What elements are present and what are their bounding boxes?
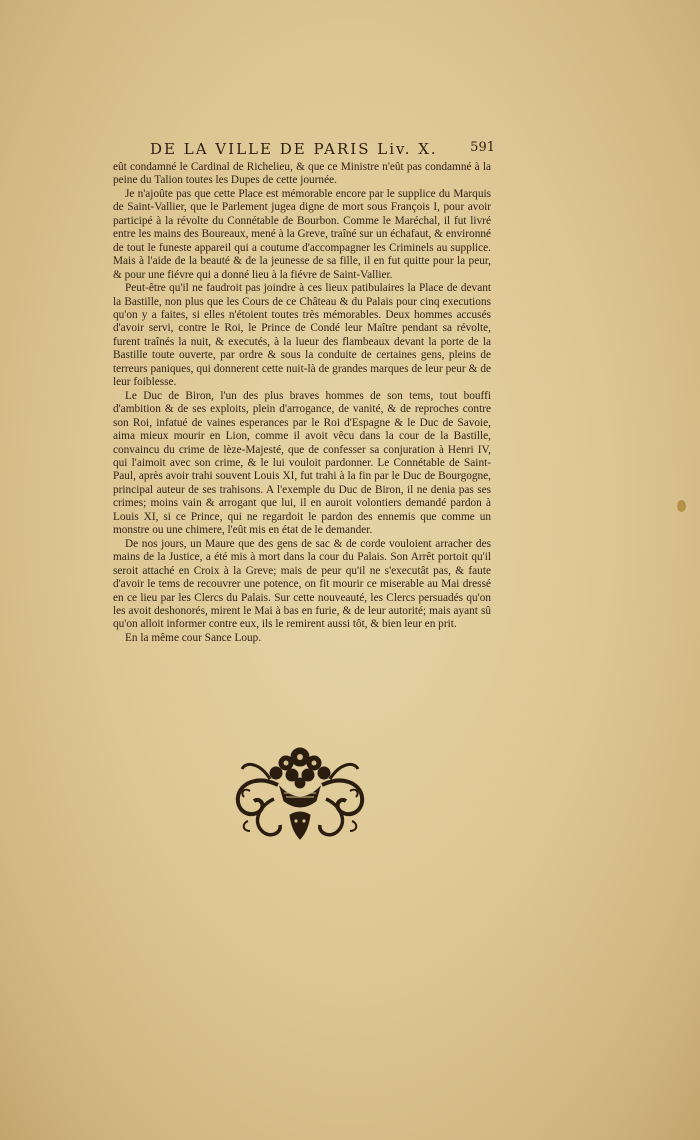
paper-stain [677,500,686,512]
paragraph: Le Duc de Biron, l'un des plus braves hommes de son tems, tout bouffi d'ambition & de ses exploits, plein d'arrogance, de vanité, & de reproches contre son Roi, infatué de vaines esperances par le Roi d'Espagne & le Duc de Savoie, aima mieux mourir en Lion, comme il avoit vêcu dans la cour de la Bastille, convaincu du crime de lèze-Majesté, que de confesser sa conjuration à Henri IV, qui l'aimoit avec son crime, & le lui vouloit pardonner. Le Connétable de Saint-Paul, après avoir trahi souvent Louis XI, fut trahi à la fin par le Duc de Bourgogne, principal auteur de ses trahisons. A l'exemple du Duc de Biron, il ne denia pas ses crimes; moins vain & arrogant que lui, il en auroit volontiers demandé pardon à Louis XI, si ce Prince, qui ne regardoit le pardon des ennemis que comme un monstre ou une chimere, l'eût mis en état de le demander. [113,389,491,537]
running-title: DE LA VILLE DE PARIS Liv. X. [150,140,438,158]
paragraph: Je n'ajoûte pas que cette Place est mémorable encore par le supplice du Marquis de Saint-Vallier, que le Parlement jugea digne de mort sous François I, pour avoir participé à la révolte du Connétable de Bourbon. Comme le Maréchal, il fut livré entre les mains des Boureaux, mené à la Greve, traîné sur un échafaut, & environné de tout le funeste appareil qui a coutume d'accompagner les Criminels au supplice. Mais à l'aide de la beauté & de la jeunesse de sa fille, il en fut quitte pour la peur, & pour une fiévre qui a donné lieu à la fiévre de Saint-Vallier. [113,187,491,281]
paragraph: De nos jours, un Maure que des gens de sac & de corde vouloient arracher des mains de la Justice, a été mis à mort dans la cour du Palais. Son Arrêt portoit qu'il seroit attaché en Croix à la Greve; mais de peur qu'il ne s'executât pas, & faute d'avoir le tems de recouvrer une potence, on fit mourir ce miserable au Mai dressé en ce lieu par les Clercs du Palais. Sur cette nouveauté, les Clercs persuadés qu'on les avoit deshonorés, mirent le Mai à bas en furie, & de leur autorité; mais ayant sû qu'on alloit informer contre eux, ils le remirent aussi tôt, & bien leur en prit. [113,537,491,631]
page-number: 591 [470,140,495,155]
body-text [113,161,491,645]
page-header [150,140,495,160]
paragraph: En la même cour Sance Loup. [125,631,262,644]
paragraph: Peut-être qu'il ne faudroit pas joindre à ces lieux patibulaires la Place de devant la Bastille, non plus que les Cours de ce Château & du Palais pour cinq executions qu'on y a faites, si elles n'étoient toutes très mémorables. Deux hommes accusés d'avoir servi, contre le Roi, le Prince de Condé leur Maître pendant sa révolte, furent traînés la nuit, & executés, à la lueur des flambeaux devant la porte de la Bastille toute ouverte, par ordre & sous la conduite de certaines gens, pleins de terreurs paniques, qui donnerent cette nuit-là de grandes marques de leur peur & de leur foiblesse. [113,282,491,389]
tailpiece-ornament [230,735,370,843]
paragraph: eût condamné le Cardinal de Richelieu, & que ce Ministre n'eût pas condamné à la peine du Talion toutes les Dupes de cette journée. [113,161,491,187]
